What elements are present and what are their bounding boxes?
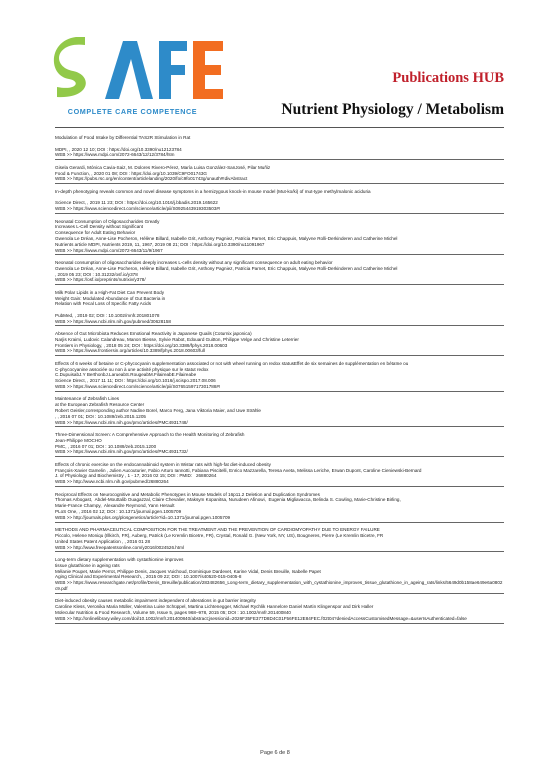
publication-line: PLoS One, , 2016 02 12; DOI : 10.1371/journal.pgen.1005709 — [55, 508, 182, 514]
publication-entry — [55, 260, 504, 285]
publication-web-link[interactable]: WEB >> https://www.frontiersin.org/articles/10.3389/fphys.2018.00603/full — [55, 348, 504, 356]
publication-line: , , 2016 07 01; DOI : 10.1089/zeb.2015.1205 — [55, 413, 146, 419]
publication-line: C.DupuisabJ.Y BerthonbJ.LarueabS.RougeabM.FilaireabE.Filaireabe — [55, 372, 197, 378]
publication-entry — [55, 527, 504, 552]
publication-entry — [55, 361, 504, 392]
publication-line: at the European Zebrafish Resource Center — [55, 402, 145, 408]
publication-title: Maintenance of Zebrafish Lines — [55, 396, 120, 402]
publication-line: Science Direct, , 2019 11 23; DOI : https://doi.org/10.1016/j.bbadis.2019.165622 — [55, 200, 218, 206]
publication-line: Nutrients article MDPI, Nutrients 2019, 11, 1967, 2019 08 21; DOI : https://doi.org/10.3390/nu11091967 — [55, 241, 265, 247]
publication-entry — [55, 598, 504, 623]
publication-line: Frontiers in Physiology, , 2018 05 24; DOI : https://doi.org/10.3389/fphys.2018.00603 — [55, 342, 228, 348]
publication-web-link[interactable]: WEB >> https://www.sciencedirect.com/science/article/pii/S0925443919303503#! — [55, 206, 504, 214]
page-number: Page 6 de 8 — [260, 750, 290, 756]
publication-line: tissue glutathione in ageing rats — [55, 562, 120, 568]
publication-line: Gwenola Le Dréan, Anne-Lise Pocheron, Hélène Billard, Isabelle Grit, Anthony Pagniez, Patricia Parnet, Eric Chappuis, Malyvne Rolli-Derkinderen and Catherine Michel — [55, 265, 398, 271]
publication-entry — [55, 290, 504, 327]
publication-title: METHODS AND PHARMACEUTICAL COMPOSITION FOR THE TREATMENT AND THE PREVENTION OF CARDIOMYOPATHY DUE TO ENERGY FAILURE — [55, 527, 380, 533]
publication-line: PMC, , 2016 07 01; DOI : 10.1089/zeb.2015.1200 — [55, 443, 157, 449]
publication-web-link[interactable]: WEB >> https://osf.io/preprints/nutrixiv/y378/ — [55, 277, 504, 285]
publication-title: Neonatal consumption of oligosaccharides deeply increases L-cells density without any significant consequence on adult eating behavior — [55, 259, 333, 265]
publication-line: , 2019 05 23; DOI : 10.31232/osf.io/y378 — [55, 271, 138, 277]
publication-entry — [55, 396, 504, 427]
publication-line: Mélanie Poupet, Marie Perrot, Philippe Denis, Jacques Vuichoud, Dominique Dardevet, Karine Vidal, Denis Breuille, Isabelle Papet — [55, 568, 321, 574]
header-divider — [55, 127, 504, 128]
publication-web-link[interactable]: WEB >> https://pubs.rsc.org/en/content/articlelanding/2020/fo/c9fo01743g/unauth#!divAbstract — [55, 176, 504, 184]
publication-title: Absence of Gut Microbiota Reduces Emotional Reactivity in Japanese Quails (Coturnix japonica) — [55, 331, 252, 337]
publication-line: Aging Clinical and Experimental Research, , 2015 09 22; DOI : 10.1007/s40520-015-0405-8 — [55, 574, 242, 580]
category-title: Nutrient Physiology / Metabolism — [281, 101, 504, 118]
publication-line: Consequence for Adult Eating Behavior — [55, 230, 136, 236]
publication-web-link[interactable]: WEB >> http://onlinelibrary.wiley.com/doi/10.1002/mnfr.201400840/abstract;jsessionid=2026F35FE377D8D4C01F56FE12E84FEC.f02t04?deniedAccessCustomisedMessage=&userIsAuthenticated=false — [55, 616, 504, 624]
publication-line: Piccolo, Helene Moniqu (Illkirch, FR), Auberg, Patrick (Le Kremlin Bicetre, FR), Crystal, Ronald G. (New York, NY, US), Bougneres, Pierre (Le Kremlin Bicetre, FR — [55, 532, 384, 538]
page-header — [0, 0, 550, 145]
publication-title: Long-term dietary supplementation with cystathionine improves — [55, 556, 184, 562]
publication-title: Milk Polar Lipids in a High-Fat Diet Can Prevent Body — [55, 289, 165, 295]
publication-entry — [55, 219, 504, 256]
publication-title: Diet-induced obesity causes metabolic impairment independent of alterations in gut barrier integrity — [55, 598, 256, 604]
publication-web-link[interactable]: WEB >> https://www.ncbi.nlm.nih.gov/pubmed/30628158 — [55, 319, 504, 327]
publications-hub-title: Publications HUB — [392, 70, 504, 86]
publication-entry — [55, 492, 504, 523]
publication-web-link[interactable]: WEB >> https://www.ncbi.nlm.nih.gov/pmc/articles/PMC4931748/ — [55, 420, 504, 428]
publication-line: MDPI, , 2020 12 10; DOI : https://doi.org/10.3390/nu12123784 — [55, 146, 182, 152]
publication-line: PubMed, , 2019 02; DOI : 10.1002/mnfr.201801078 — [55, 312, 160, 318]
publication-web-link[interactable]: WEB >> http://journals.plos.org/plosgenetics/article?id=10.1371/journal.pgen.1005709 — [55, 515, 504, 523]
publication-line: François-Xavier Gamelin , Julien Aucouturier, Fabio Arturo Iannotti, Fabiana Piscitelli, Enrico Mazzarella, Teresa Aveta, Melissa Leriche, Erwan Dupont, Caroline Cieniewski-Bernard — [55, 467, 422, 473]
publication-line: Narjis Kraimi, Ludovic Calandreau, Manon Biesse, Sylvie Rabot, Edouard Guitton, Philippe Velge and Christine Leterrier — [55, 336, 299, 342]
publication-entry — [55, 189, 504, 214]
publication-entry — [55, 432, 504, 457]
publication-line: Food & Function, , 2020 01 08; DOI : https://doi.org/10.1039/C9FO01743G — [55, 170, 207, 176]
publication-list — [55, 135, 504, 628]
publication-title: Neonatal Consumption of Oligosaccharides Greatly — [55, 218, 160, 224]
publication-line: Caroline Kless, Veronika Maria Müller, Valentina Luise Schüppel, Martina Lichtenegger, Michael Rychlik Hannelore Daniel Martin Klingenspor and Dirk Haller — [55, 604, 374, 610]
publication-line: Robert Geisler,corresponding author Nadine Borel, Marco Ferg, Jana Viktoria Maier, and Uwe Strähle — [55, 408, 261, 414]
publication-line: C-phycocyanine associée ou non à une activité physique sur le statut redox — [55, 366, 209, 372]
publication-line: Molecular Nutrition & Food Research, Volume 59, Issue 5, pages 968–978, 2015 05; DOI : 10.1002/mnfr.201400840 — [55, 609, 291, 615]
publication-title: Modulation of Food Intake by Differential TAS2R Stimulation in Rat — [55, 135, 191, 140]
publication-web-link[interactable]: WEB >> http://www.freepatentsonline.com/y2016/0024526.html — [55, 545, 504, 553]
publication-entry — [55, 331, 504, 356]
publication-title: Reciprocal Effects on Neurocognitive and Metabolic Phenotypes in Mouse Models of 16p11.2 Deletion and Duplication Syndromes — [55, 491, 320, 497]
publication-line: Thomas Arbogast, Abdel-Mouttalib Ouagazzal, Claire Chevalier, Maksym Kopanitsa, Nurudeen Afinowi, Eugenia Migliavacca, Belinda S. Cowling, Marie-Christine Birling, — [55, 497, 401, 503]
safe-logo — [45, 37, 235, 127]
publication-web-link[interactable]: WEB >> https://www.sciencedirect.com/science/article/pii/S0765159717301788#! — [55, 384, 504, 392]
publication-web-link[interactable]: WEB >> https://www.mdpi.com/2072-6643/11/9/1967 — [55, 248, 504, 256]
publication-entry — [55, 462, 504, 487]
publication-web-link[interactable]: WEB >> https://www.mdpi.com/2072-6643/12/12/3784/htm — [55, 152, 504, 160]
publication-line: United States Patent Application , , 2016 01 28 — [55, 538, 151, 544]
publication-line: Increases L-Cell Density without Significant — [55, 224, 144, 230]
publication-line: Science Direct, , 2017 11 11; DOI : https://doi.org/10.1016/j.scispo.2017.08.006 — [55, 378, 216, 384]
publication-web-link[interactable]: WEB >> https://www.ncbi.nlm.nih.gov/pmc/articles/PMC4931732/ — [55, 449, 504, 457]
publication-line: Relation with Fecal Loss of Specific Fatty Acids — [55, 301, 151, 307]
publication-web-link[interactable]: WEB >> http://www.ncbi.nlm.nih.gov/pubmed/26880264 — [55, 479, 504, 487]
publication-entry — [55, 557, 504, 594]
publication-title: Effects of chronic exercise on the endocannabinoid system in Wistar rats with high-fat diet-induced obesity — [55, 461, 271, 467]
publication-line: Jean-Philippe MOCHO — [55, 437, 102, 443]
publication-title: Effects of 6 weeks of betaine or C-phycocyanin supplementation associated or not with wheel running on redox statusEffet de six semaines de supplémentation en bétaïne ou — [55, 360, 409, 366]
publication-line: Weight Gain: Modulated Abundance of Gut Bacteria in — [55, 295, 166, 301]
publication-title: Three-Dimensional Screen: A Comprehensive Approach to the Health Monitoring of Zebrafish — [55, 432, 245, 438]
publication-entry — [55, 135, 504, 160]
publication-entry — [55, 165, 504, 184]
publication-title: Gisela Gerardi, Mónica Cavia-Saiz, M. Dolores Rivero-Pérez, María Luisa González-SanJosé, Pilar Muñiz — [55, 164, 271, 170]
tagline: COMPLETE CARE COMPETENCE — [67, 107, 198, 116]
publication-line: Marie-France Champy, Alexandre Reymond, Yann Herault — [55, 503, 175, 509]
publication-line: J. of Physiology and Biochemistry , 1 - 17, 2016 02 15; DOI : PMID: 26880264 — [55, 473, 217, 479]
publication-web-link[interactable]: WEB >> https://www.researchgate.net/profile/Denis_Breuille/publication/283482656_Long-term_dietary_supplementation_with_cystathionine_improves_tissue_glutathione_in_ageing_rats/links/5649d0b158ae649e6a0802c9.pdf — [55, 580, 504, 594]
publication-title: In-depth phenotyping reveals common and novel disease symptoms in a hemizygous knock-in mouse model (Mut-ko/ki) of mut-type methylmalonic aciduria — [55, 188, 371, 194]
safe-logo-graphic — [45, 37, 235, 107]
publication-line: Gwenola Le Dréan, Anne-Lise Pocheron, Hélène Billard, Isabelle Grit, Anthony Pagniez, Patricia Parnet, Eric Chappuis, Malyvne Rolli-Derkinderen and Catherine Michel — [55, 235, 398, 241]
